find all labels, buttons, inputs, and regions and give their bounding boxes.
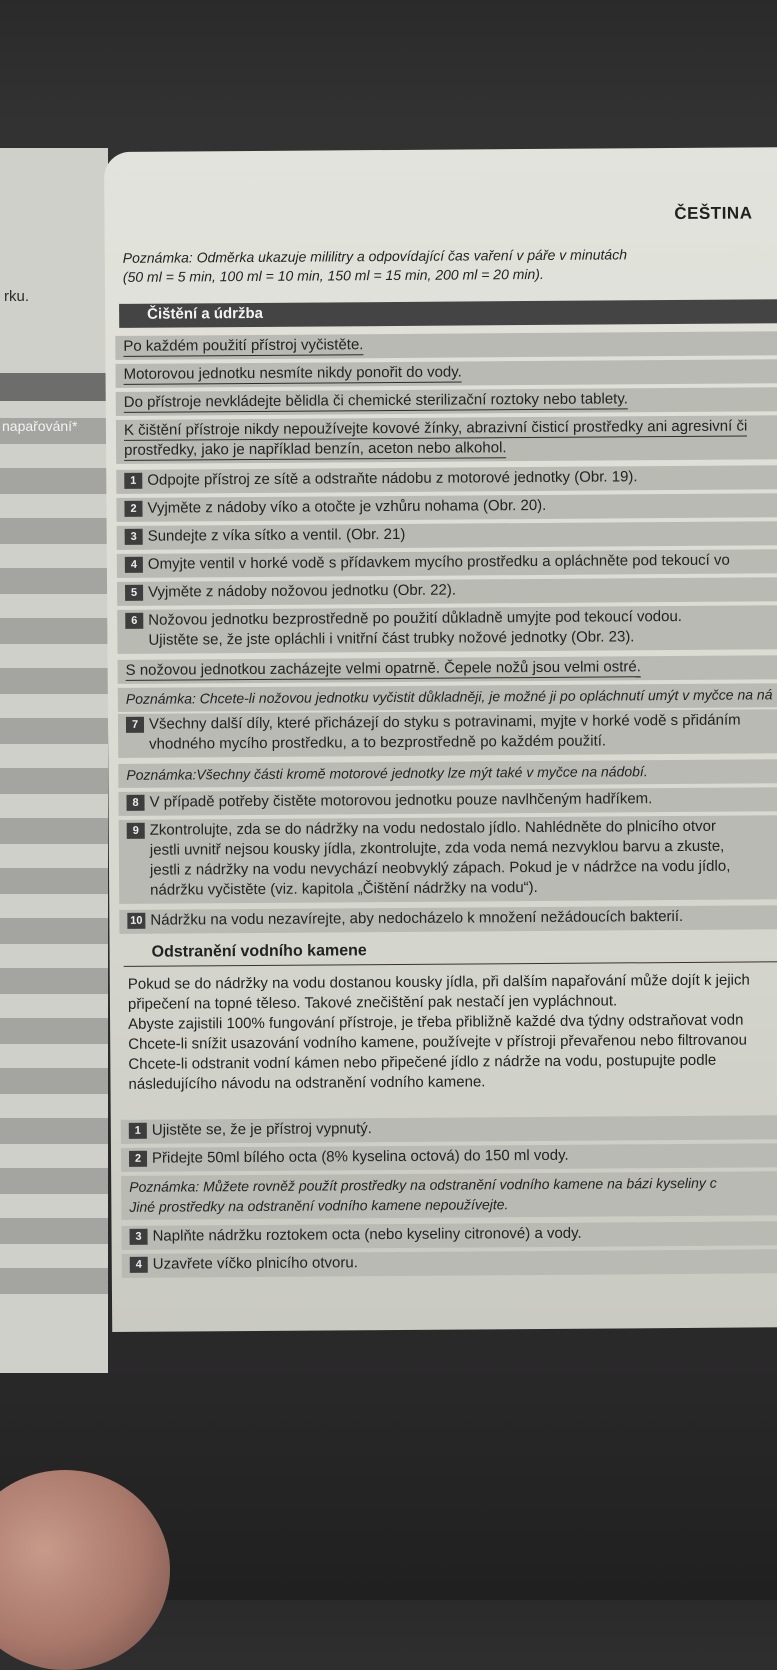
section-title-cleaning: Čištění a údržba (147, 304, 264, 323)
step-text-continued: vhodného mycího prostředku, a to bezprostředně po každém použití. (149, 732, 607, 753)
step-number: 1 (124, 473, 142, 489)
step-text: Uzavřete víčko plnicího otvoru. (152, 1254, 358, 1273)
section-rule (124, 961, 777, 967)
paragraph-line: Chcete-li snížit usazování vodního kamene, používejte v přístroji převařenou nebo filtrovanou (128, 1031, 747, 1053)
left-band (0, 1268, 108, 1294)
left-band (0, 568, 108, 594)
left-band (0, 1168, 108, 1194)
left-page-text: rku. (4, 288, 30, 305)
warning-text: Po každém použití přístroj vyčistěte. (123, 336, 364, 355)
note-descaling-line1: Poznámka: Můžete rovněž použít prostředky na odstranění vodního kamene na bázi kyseliny c (129, 1174, 717, 1195)
step-item (129, 1120, 372, 1139)
step-text-continued: jestli z nádržky na vodu nevychází neobvyklý zápach. Pokud je v nádržce na vodu jídlo, (149, 857, 731, 879)
step-item (129, 1147, 569, 1167)
left-page-tab-label: napařování* (2, 418, 78, 434)
step-number: 1 (129, 1123, 147, 1139)
paragraph-line: připečení na topné těleso. Takové znečištění pak nestačí jen vypláchnout. (127, 992, 618, 1013)
left-band (0, 618, 108, 644)
warning-text: K čištění přístroje nikdy nepoužívejte kovové žínky, abrazivní čisticí prostředky ani agresivní či (123, 417, 748, 439)
step-text: Ujistěte se, že je přístroj vypnutý. (151, 1120, 372, 1139)
step-number: 3 (125, 529, 143, 545)
note-dishwasher: Poznámka: Chcete-li nožovou jednotku vyčistit důkladněji, je možné ji po opláchnutí umýt v myčce na ná (125, 686, 773, 707)
step-number: 10 (127, 913, 145, 929)
left-band (0, 668, 108, 694)
step-number: 5 (125, 585, 143, 601)
left-page (0, 148, 108, 1373)
step-text: V případě potřeby čistěte motorovou jednotku pouze navlhčeným hadříkem. (149, 790, 653, 811)
left-band (0, 518, 108, 544)
manual-page (104, 147, 777, 1332)
step-item (124, 468, 637, 489)
left-band (0, 1018, 108, 1044)
warning-text: Do přístroje nevkládejte bělidla či chemické sterilizační roztoky nebo tablety. (123, 390, 628, 411)
step-number: 8 (126, 795, 144, 811)
step-number: 2 (124, 501, 142, 517)
left-band (0, 718, 108, 744)
step-text: Vyjměte z nádoby nožovou jednotku (Obr. 22). (148, 581, 457, 601)
left-band (0, 768, 108, 794)
left-band (0, 1068, 108, 1094)
step-text: Nožovou jednotku bezprostředně po použití důkladně umyjte pod tekoucí vodou. (148, 607, 683, 629)
note-top-line1: Poznámka: Odměrka ukazuje mililitry a odpovídající čas vaření v páře v minutách (122, 246, 628, 266)
step-text: Sundejte z víka sítko a ventil. (Obr. 21) (147, 525, 406, 545)
step-item (125, 526, 406, 545)
step-item (130, 1254, 358, 1273)
page-language-header: ČEŠTINA (674, 203, 753, 224)
left-band (0, 1118, 108, 1144)
step-number: 2 (129, 1151, 147, 1167)
step-text: Odpojte přístroj ze sítě a odstraňte nádobu z motorové jednotky (Obr. 19). (147, 468, 638, 489)
step-number: 9 (127, 823, 145, 839)
step-text-continued: Ujistěte se, že jste opláchli i vnitřní část trubky nožové jednotky (Obr. 23). (148, 628, 635, 649)
finger-image (0, 1470, 170, 1670)
left-band (0, 918, 108, 944)
step-item (125, 582, 456, 601)
left-band (0, 818, 108, 844)
left-band (0, 468, 108, 494)
step-text: Vyjměte z nádoby víko a otočte je vzhůru nohama (Obr. 20). (147, 496, 547, 517)
step-text: Všechny další díly, které přicházejí do styku s potravinami, myjte v horké vodě s přidáním (148, 711, 741, 733)
left-band (0, 968, 108, 994)
step-item (130, 1225, 582, 1245)
step-text-continued: nádržku vyčistěte (viz. kapitola „Čištění nádržky na vodu“). (150, 878, 538, 899)
step-text: Zkontrolujte, zda se do nádržky na vodu nedostalo jídlo. Nahlédněte do plnicího otvor (149, 817, 716, 839)
step-text-continued: jestli uvnitř nejsou kousky jídla, zkontrolujte, zda voda nemá nezvyklou barvu a zkuste, (149, 837, 725, 859)
note-top-line2: (50 ml = 5 min, 100 ml = 10 min, 150 ml = 15 min, 200 ml = 20 min). (122, 265, 544, 285)
section-title-descaling: Odstranění vodního kamene (151, 942, 367, 961)
step-number: 4 (130, 1257, 148, 1273)
left-dark-band (0, 373, 108, 401)
step-text: Naplňte nádržku roztokem octa (nebo kyseliny citronové) a vody. (152, 1224, 582, 1245)
paragraph-line: Chcete-li odstranit vodní kámen nebo připečené jídlo z nádrže na vodu, postupujte podle (128, 1051, 717, 1073)
step-number: 6 (125, 613, 143, 629)
left-band (0, 1218, 108, 1244)
step-number: 4 (125, 557, 143, 573)
paragraph-line: následujícího návodu na odstranění vodního kamene. (128, 1073, 486, 1093)
step-text: Nádržku na vodu nezavírejte, aby nedocházelo k množení nežádoucích bakterií. (150, 907, 684, 929)
left-band (0, 868, 108, 894)
step-text: Přidejte 50ml bílého octa (8% kyselina octová) do 150 ml vody. (151, 1146, 569, 1167)
note-parts: Poznámka:Všechny části kromě motorové jednotky lze mýt také v myčce na nádobí. (126, 763, 648, 783)
note-descaling-line2: Jiné prostředky na odstranění vodního kamene nepoužívejte. (129, 1196, 509, 1215)
step-item (124, 497, 546, 517)
warning-knife: S nožovou jednotkou zacházejte velmi opatrně. Čepele nožů jsou velmi ostré. (125, 658, 641, 679)
warning-text: Motorovou jednotku nesmíte nikdy ponořit do vody. (123, 363, 462, 383)
paragraph-line: Abyste zajistili 100% fungování přístroje, je třeba přibližně každé dva týdny odstraňovat vodn (128, 1011, 744, 1033)
step-number: 3 (130, 1229, 148, 1245)
warning-text: prostředky, jako je například benzín, aceton nebo alkohol. (124, 439, 507, 459)
step-number: 7 (126, 717, 144, 733)
step-text: Omyjte ventil v horké vodě s přídavkem mycího prostředku a opláchněte pod tekoucí vo (147, 551, 730, 573)
paragraph-line: Pokud se do nádržky na vodu dostanou kousky jídla, při dalším napařování může dojít k jejich (127, 971, 750, 993)
